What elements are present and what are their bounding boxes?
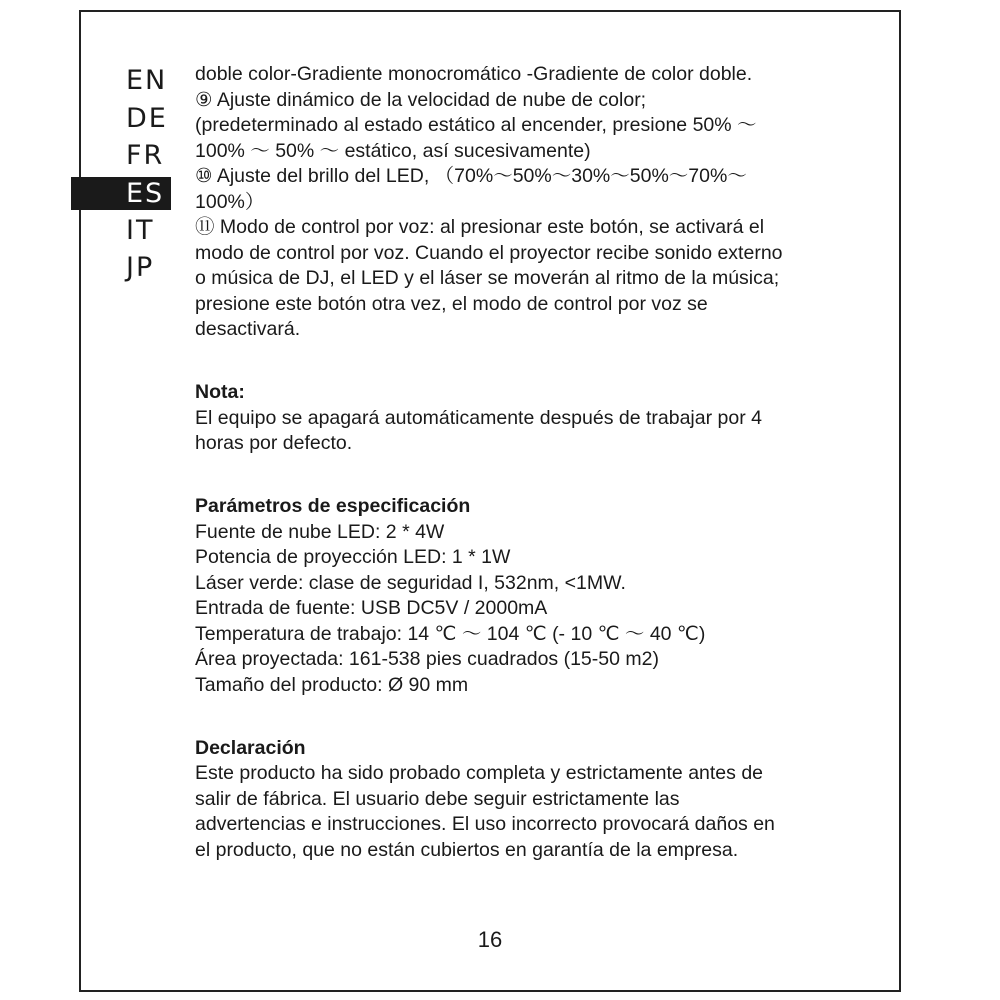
lang-tab-es-active: ES xyxy=(71,177,171,210)
note-section xyxy=(195,380,855,457)
note-heading: Nota: xyxy=(195,381,245,403)
intro-section xyxy=(195,62,855,343)
declaration-heading: Declaración xyxy=(195,736,306,759)
specs-heading: Parámetros de especificación xyxy=(195,495,471,517)
declaration-line: Este producto ha sido probado completa y estrictamente antes de xyxy=(195,762,764,784)
intro-line: ⑪ Modo de control por voz: al presionar este botón, se activará el xyxy=(195,216,765,238)
declaration-line: el producto, que no están cubiertos en garantía de la empresa. xyxy=(195,838,739,861)
declaration-section xyxy=(195,736,855,864)
note-line: El equipo se apagará automáticamente después de trabajar por 4 xyxy=(195,406,762,429)
spec-line: Fuente de nube LED: 2 * 4W xyxy=(195,520,445,543)
specs-section xyxy=(195,494,855,698)
intro-line: o música de DJ, el LED y el láser se moverán al ritmo de la música; xyxy=(195,267,780,289)
intro-line: modo de control por voz. Cuando el proyector recibe sonido externo xyxy=(195,241,783,264)
intro-line: 100%） xyxy=(195,190,265,213)
intro-line: doble color-Gradiente monocromático -Gradiente de color doble. xyxy=(195,63,753,85)
lang-tab-en: EN xyxy=(126,65,168,96)
lang-tab-it: IT xyxy=(126,214,155,246)
lang-tab-fr: FR xyxy=(126,140,165,171)
lang-tab-jp: JP xyxy=(126,252,155,283)
note-line: horas por defecto. xyxy=(195,432,353,454)
intro-line: ⑩ Ajuste del brillo del LED, （70%～50%～30%～50%～70%～ xyxy=(195,165,747,187)
spec-line: Tamaño del producto: Ø 90 mm xyxy=(195,673,469,696)
manual-page xyxy=(79,10,901,992)
spec-line: Láser verde: clase de seguridad I, 532nm, <1MW. xyxy=(195,571,626,594)
spec-line: Potencia de proyección LED: 1 * 1W xyxy=(195,546,511,568)
lang-tab-de: DE xyxy=(126,102,168,134)
intro-line: (predeterminado al estado estático al encender, presione 50% ～ xyxy=(195,114,757,136)
intro-line: desactivará. xyxy=(195,318,301,340)
intro-line: presione este botón otra vez, el modo de control por voz se xyxy=(195,292,708,315)
spec-line: Temperatura de trabajo: 14 ℃ ～ 104 ℃ (- 10 ℃ ～ 40 ℃) xyxy=(195,622,706,645)
declaration-line: salir de fábrica. El usuario debe seguir estrictamente las xyxy=(195,787,680,810)
declaration-line: advertencias e instrucciones. El uso incorrecto provocará daños en xyxy=(195,813,775,835)
spec-line: Entrada de fuente: USB DC5V / 2000mA xyxy=(195,597,548,619)
intro-line: ⑨ Ajuste dinámico de la velocidad de nube de color; xyxy=(195,88,647,111)
language-index xyxy=(81,62,171,287)
page-number: 16 xyxy=(477,927,503,952)
page-body xyxy=(195,62,855,863)
intro-line: 100% ～ 50% ～ estático, así sucesivamente) xyxy=(195,139,591,162)
spec-line: Área proyectada: 161-538 pies cuadrados (15-50 m2) xyxy=(195,648,659,670)
